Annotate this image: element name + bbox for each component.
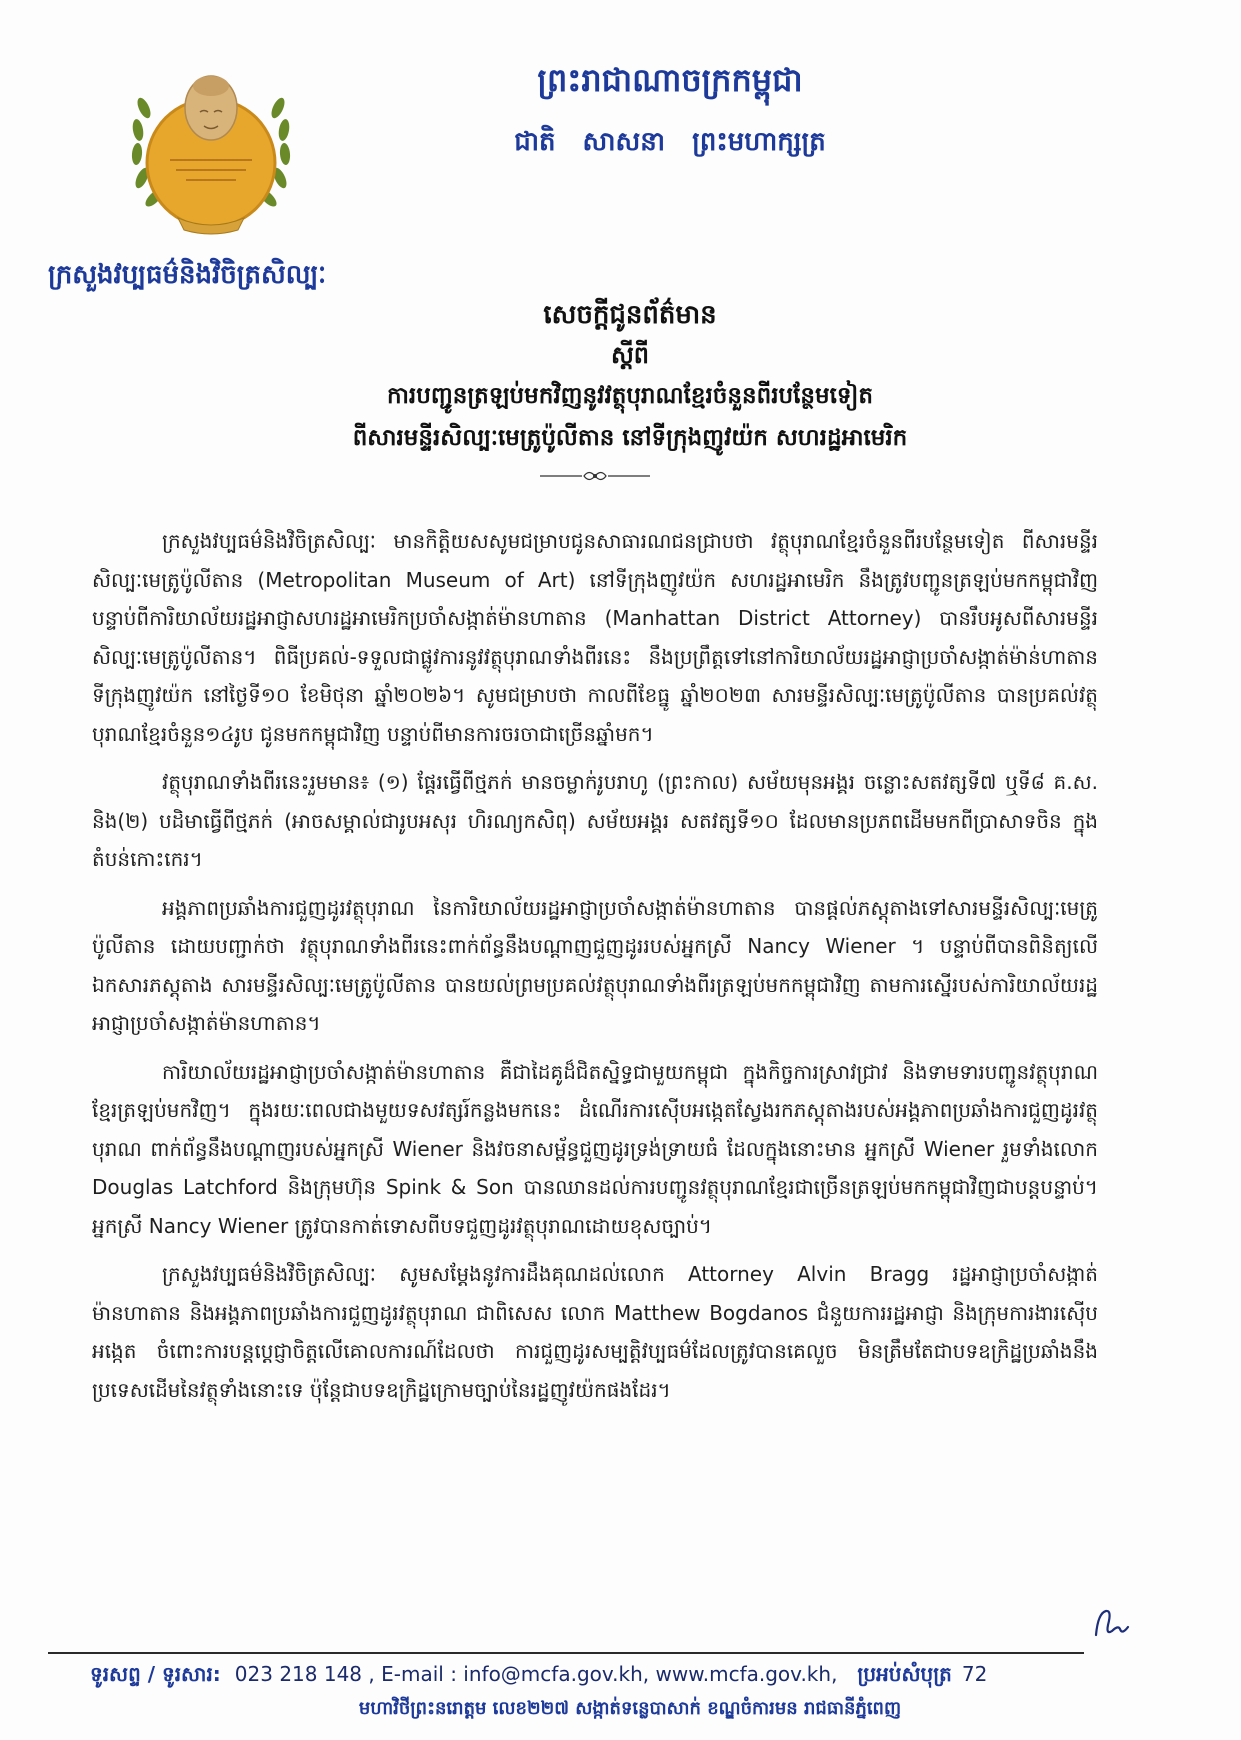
decorative-divider-icon [540,468,650,484]
email-label: E-mail : [381,1662,457,1686]
footer-divider [48,1652,1084,1654]
po-box-number: 72 [961,1662,988,1686]
title-line-4: ពីសារមន្ទីរសិល្បៈមេត្រូប៉ូលីតាន នៅទីក្រុងញូវយ៉ក សហរដ្ឋអាមេរិក [352,424,908,451]
body-paragraph-5: ក្រសួងវប្បធម៌និងវិចិត្រសិល្បៈ សូមសម្តែងនូវការដឹងគុណដល់លោក Attorney Alvin Bragg រដ្ឋអាជ្ញាប្រចាំសង្កាត់ម៉ានហាតាន និងអង្គភាពប្រឆាំងការជួញដូរវត្ថុបុរាណ ជាពិសេស លោក Matthew Bogdanos ជំនួយការរដ្ឋអាជ្ញា និងក្រុមការងារស៊ើបអង្កេត ចំពោះការបន្តប្តេជ្ញាចិត្តលើគោលការណ៍ដែលថា ការជួញដូរសម្បត្តិវប្បធម៌ដែលត្រូវបានគេលួច មិនត្រឹមតែជាបទឧក្រិដ្ឋប្រឆាំងនឹងប្រទេសដើមនៃវត្ថុទាំងនោះទេ ប៉ុន្តែជាបទឧក្រិដ្ឋក្រោមច្បាប់នៃរដ្ឋញូវយ៉កផងដែរ។ [92,1262,1098,1402]
email-address[interactable]: info@mcfa.gov.kh [463,1662,643,1686]
national-motto: ជាតិ សាសនា ព្រះមហាក្សត្រ [514,127,826,157]
body-paragraph-3: អង្គភាពប្រឆាំងការជួញដូរវត្ថុបុរាណ នៃការិយាល័យរដ្ឋអាជ្ញាប្រចាំសង្កាត់ម៉ានហាតាន បានផ្តល់ភស្តុតាងទៅសារមន្ទីរសិល្បៈមេត្រូប៉ូលីតាន ដោយបញ្ជាក់ថា វត្ថុបុរាណទាំងពីរនេះពាក់ព័ន្ធនឹងបណ្តាញជួញដូររបស់អ្នកស្រី Nancy Wiener ។ បន្ទាប់ពីបានពិនិត្យលើឯកសារភស្តុតាង សារមន្ទីរសិល្បៈមេត្រូប៉ូលីតាន បានយល់ព្រមប្រគល់វត្ថុបុរាណទាំងពីរត្រឡប់មកកម្ពុជាវិញ តាមការស្នើរបស់ការិយាល័យរដ្ឋអាជ្ញាប្រចាំសង្កាត់ម៉ានហាតាន។ [92,895,1098,1035]
footer-address: មហាវិថីព្រះនរោត្តម លេខ២២៧ សង្កាត់ទន្លេបាសាក់ ខណ្ឌចំការមន រាជធានីភ្នំពេញ [358,1698,902,1719]
kingdom-title: ព្រះរាជាណាចក្រកម្ពុជា [537,61,803,99]
title-line-3: ការបញ្ជូនត្រឡប់មកវិញនូវវត្ថុបុរាណខ្មែរចំនួនពីរបន្ថែមទៀត [387,382,873,409]
ministry-name: ក្រសួងវប្បធម៌និងវិចិត្រសិល្បៈ [48,260,327,290]
title-line-2: ស្តីពី [610,340,650,369]
phone-number: 023 218 148 [234,1662,363,1686]
footer-contact-line: ទូរសព្ទ / ទូរសារ: 023 218 148 , E-mail : info@mcfa.gov.kh, www.mcfa.gov.kh, ប្រអប់សំបុត្រ 72 [90,1662,988,1686]
website-link[interactable]: www.mcfa.gov.kh [655,1662,832,1686]
body-paragraph-4: ការិយាល័យរដ្ឋអាជ្ញាប្រចាំសង្កាត់ម៉ានហាតាន គឺជាដៃគូដ៏ជិតស្និទ្ធជាមួយកម្ពុជា ក្នុងកិច្ចការស្រាវជ្រាវ និងទាមទារបញ្ជូនវត្ថុបុរាណខ្មែរត្រឡប់មកវិញ។ ក្នុងរយៈពេលជាងមួយទសវត្សរ៍កន្លងមកនេះ ដំណើរការស៊ើបអង្កេតស្វែងរកភស្តុតាងរបស់អង្គភាពប្រឆាំងការជួញដូរវត្ថុបុរាណ ពាក់ព័ន្ធនឹងបណ្តាញរបស់អ្នកស្រី Wiener និងវចនាសម្ព័ន្ធជួញដូរទ្រង់ទ្រាយធំ ដែលក្នុងនោះមាន អ្នកស្រី Wiener រួមទាំងលោក Douglas Latchford និងក្រុមហ៊ុន Spink & Son បានឈានដល់ការបញ្ជូនវត្ថុបុរាណខ្មែរជាច្រើនត្រឡប់មកកម្ពុជាវិញជាបន្តបន្ទាប់។ អ្នកស្រី Nancy Wiener ត្រូវបានកាត់ទោសពីបទជួញដូរវត្ថុបុរាណដោយខុសច្បាប់។ [92,1059,1098,1238]
ministry-emblem-logo [130,68,292,238]
handwritten-signature-icon [1090,1605,1140,1641]
phone-label: ទូរសព្ទ / ទូរសារ: [90,1662,221,1686]
body-paragraph-2: វត្ថុបុរាណទាំងពីរនេះរួមមាន៖ (១) ផ្តែរធ្វើពីថ្មភក់ មានចម្លាក់រូបរាហូ (ព្រះកាល) សម័យមុនអង្គរ ចន្លោះសតវត្សទី៧ ឬទី៨ គ.ស. និង(២) បដិមាធ្វើពីថ្មភក់ (អាចសម្គាល់ជារូបអសុរ ហិរណ្យកសិពុ) សម័យអង្គរ សតវត្សទី១០ ដែលមានប្រភពដើមមកពីប្រាសាទចិន ក្នុងតំបន់កោះកេរ។ [92,770,1098,871]
body-paragraph-1: ក្រសួងវប្បធម៌និងវិចិត្រសិល្បៈ មានកិត្តិយសសូមជម្រាបជូនសាធារណជនជ្រាបថា វត្ថុបុរាណខ្មែរចំនួនពីរបន្ថែមទៀត ពីសារមន្ទីរសិល្បៈមេត្រូប៉ូលីតាន (Metropolitan Museum of Art) នៅទីក្រុងញូវយ៉ក សហរដ្ឋអាមេរិក នឹងត្រូវបញ្ជូនត្រឡប់មកកម្ពុជាវិញ បន្ទាប់ពីការិយាល័យរដ្ឋអាជ្ញាសហរដ្ឋអាមេរិកប្រចាំសង្កាត់ម៉ានហាតាន (Manhattan District Attorney) បានរឹបអូសពីសារមន្ទីរសិល្បៈមេត្រូប៉ូលីតាន។ ពិធីប្រគល់-ទទួលជាផ្លូវការនូវវត្ថុបុរាណទាំងពីរនេះ នឹងប្រព្រឹត្តទៅនៅការិយាល័យរដ្ឋអាជ្ញាប្រចាំសង្កាត់ម៉ាន់ហាតាន ទីក្រុងញូវយ៉ក នៅថ្ងៃទី១០ ខែមិថុនា ឆ្នាំ២០២៦។ សូមជម្រាបថា កាលពីខែធ្នូ ឆ្នាំ២០២៣ សារមន្ទីរសិល្បៈមេត្រូប៉ូលីតាន បានប្រគល់វត្ថុបុរាណខ្មែរចំនួន១៤រូប ជូនមកកម្ពុជាវិញ បន្ទាប់ពីមានការចរចាជាច្រើនឆ្នាំមក។ [92,529,1098,746]
press-release-body [92,522,1098,1419]
po-box-label: ប្រអប់សំបុត្រ [857,1662,952,1686]
title-line-1: សេចក្តីជូនព័ត៌មាន [543,300,717,330]
press-release-title [150,295,1110,459]
